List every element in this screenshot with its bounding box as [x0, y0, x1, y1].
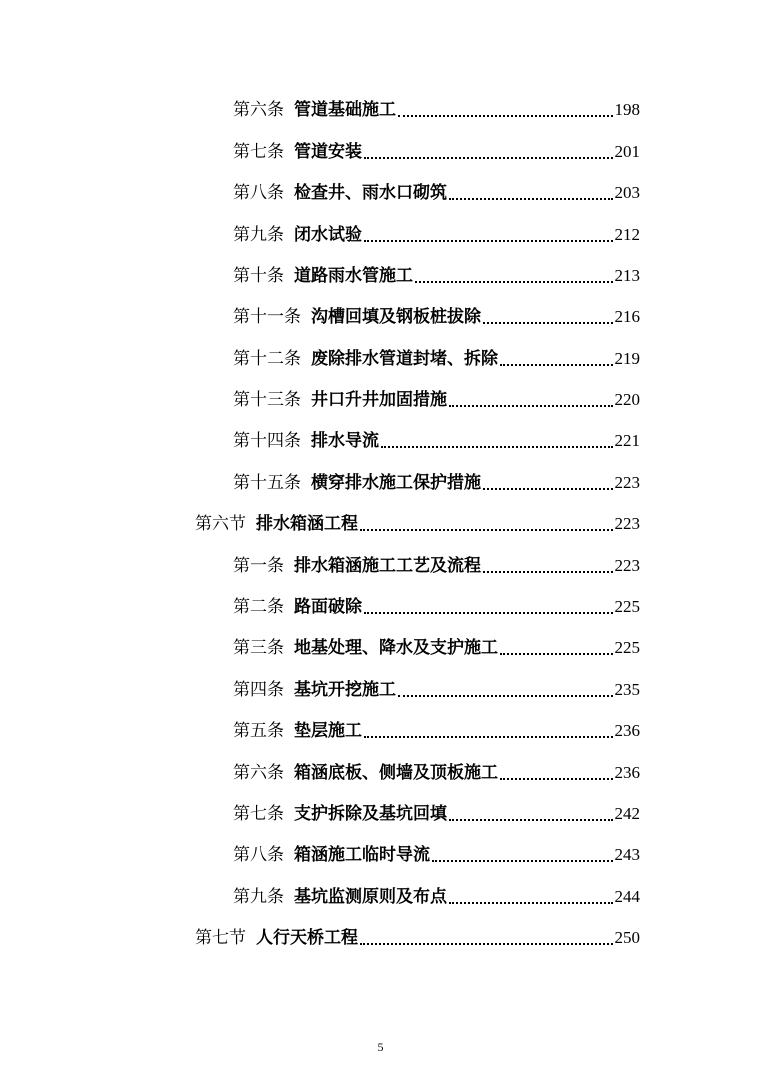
toc-entry-page: 225 [614, 638, 640, 657]
toc-entry[interactable] [233, 178, 640, 208]
toc-entry-number: 第十条 [233, 266, 284, 286]
toc-entry[interactable] [233, 758, 640, 788]
toc-entry-number: 第六条 [233, 100, 284, 120]
toc-dot-leader [432, 840, 613, 870]
toc-entry[interactable] [233, 551, 640, 581]
toc-entry-number: 第一条 [233, 556, 284, 576]
toc-entry[interactable] [233, 220, 640, 250]
toc-dot-leader [500, 758, 613, 788]
toc-entry-title: 支护拆除及基坑回填 [294, 804, 447, 824]
toc-entry-page: 220 [614, 390, 640, 409]
toc-entry-page: 216 [614, 307, 640, 326]
toc-entry[interactable] [233, 261, 640, 291]
toc-dot-leader [500, 344, 613, 374]
toc-entry-title: 检查井、雨水口砌筑 [294, 183, 447, 203]
toc-entry-number: 第七条 [233, 804, 284, 824]
toc-entry[interactable] [233, 675, 640, 705]
toc-entry-number: 第五条 [233, 721, 284, 741]
toc-entry-number: 第六条 [233, 763, 284, 783]
toc-entry-number: 第八条 [233, 183, 284, 203]
toc-entry-title: 管道安装 [294, 142, 362, 162]
toc-entry-title: 排水导流 [311, 431, 379, 451]
toc-dot-leader [483, 468, 613, 498]
toc-entry-title: 地基处理、降水及支护施工 [294, 638, 498, 658]
toc-dot-leader [381, 426, 613, 456]
toc-entry-number: 第九条 [233, 225, 284, 245]
toc-entry-title: 路面破除 [294, 597, 362, 617]
toc-entry-title: 箱涵施工临时导流 [294, 845, 430, 865]
toc-dot-leader [360, 509, 613, 539]
toc-entry[interactable] [233, 633, 640, 663]
toc-entry-title: 道路雨水管施工 [294, 266, 413, 286]
toc-dot-leader [449, 882, 613, 912]
toc-entry-page: 235 [614, 680, 640, 699]
toc-entry-title: 人行天桥工程 [256, 928, 358, 948]
toc-entry-number: 第十二条 [233, 349, 301, 369]
toc-entry-page: 223 [614, 514, 640, 533]
toc-entry-number: 第四条 [233, 680, 284, 700]
toc-entry-number: 第十三条 [233, 390, 301, 410]
toc-dot-leader [483, 302, 613, 332]
toc-entry-page: 213 [614, 266, 640, 285]
toc-entry-title: 井口升井加固措施 [311, 390, 447, 410]
page-number: 5 [377, 1040, 384, 1054]
toc-entry[interactable] [233, 468, 640, 498]
toc-entry-page: 225 [614, 597, 640, 616]
toc-section-entry[interactable] [195, 923, 640, 953]
toc-entry-title: 管道基础施工 [294, 100, 396, 120]
toc-entry-page: 236 [614, 721, 640, 740]
toc-entry-page: 221 [614, 431, 640, 450]
toc-entry-title: 排水箱涵施工工艺及流程 [294, 556, 481, 576]
toc-entry[interactable] [233, 799, 640, 829]
toc-dot-leader [364, 592, 613, 622]
toc-entry[interactable] [233, 426, 640, 456]
toc-entry-title: 闭水试验 [294, 225, 362, 245]
toc-entry-number: 第三条 [233, 638, 284, 658]
toc-dot-leader [364, 220, 613, 250]
toc-entry-number: 第十五条 [233, 473, 301, 493]
toc-entry-number: 第九条 [233, 887, 284, 907]
toc-entry[interactable] [233, 385, 640, 415]
toc-entry[interactable] [233, 840, 640, 870]
toc-entry[interactable] [233, 716, 640, 746]
toc-entry-page: 201 [614, 142, 640, 161]
toc-entry-title: 箱涵底板、侧墙及顶板施工 [294, 763, 498, 783]
toc-entry-title: 废除排水管道封堵、拆除 [311, 349, 498, 369]
toc-dot-leader [449, 385, 613, 415]
toc-entry[interactable] [233, 592, 640, 622]
toc-entry-number: 第六节 [195, 514, 246, 534]
toc-dot-leader [415, 261, 613, 291]
toc-entry-page: 236 [614, 763, 640, 782]
toc-entry[interactable] [233, 95, 640, 125]
toc-entry-number: 第十一条 [233, 307, 301, 327]
toc-dot-leader [364, 716, 613, 746]
toc-dot-leader [364, 137, 613, 167]
toc-entry-page: 244 [614, 887, 640, 906]
toc-section-entry[interactable] [195, 509, 640, 539]
toc-entry-number: 第七节 [195, 928, 246, 948]
toc-entry-title: 横穿排水施工保护措施 [311, 473, 481, 493]
toc-entry-page: 223 [614, 473, 640, 492]
toc-entry-page: 250 [614, 928, 640, 947]
toc-dot-leader [500, 633, 613, 663]
toc-entry-page: 242 [614, 804, 640, 823]
toc-entry-page: 203 [614, 183, 640, 202]
toc-entry-page: 223 [614, 556, 640, 575]
toc-entry-number: 第十四条 [233, 431, 301, 451]
toc-entry-page: 243 [614, 845, 640, 864]
toc-entry-title: 沟槽回填及钢板桩拔除 [311, 307, 481, 327]
toc-dot-leader [449, 799, 613, 829]
toc-dot-leader [483, 551, 613, 581]
toc-dot-leader [398, 675, 613, 705]
toc-dot-leader [398, 95, 613, 125]
toc-entry-number: 第八条 [233, 845, 284, 865]
toc-entry-number: 第七条 [233, 142, 284, 162]
toc-entry-title: 排水箱涵工程 [256, 514, 358, 534]
toc-entry[interactable] [233, 882, 640, 912]
toc-dot-leader [449, 178, 613, 208]
toc-entry-page: 219 [614, 349, 640, 368]
toc-entry-title: 垫层施工 [294, 721, 362, 741]
toc-entry[interactable] [233, 302, 640, 332]
toc-entry-title: 基坑监测原则及布点 [294, 887, 447, 907]
toc-entry[interactable] [233, 344, 640, 374]
toc-entry-title: 基坑开挖施工 [294, 680, 396, 700]
toc-entry-page: 212 [614, 225, 640, 244]
toc-entry[interactable] [233, 137, 640, 167]
toc-entry-page: 198 [614, 100, 640, 119]
toc-dot-leader [360, 923, 613, 953]
toc-entry-number: 第二条 [233, 597, 284, 617]
